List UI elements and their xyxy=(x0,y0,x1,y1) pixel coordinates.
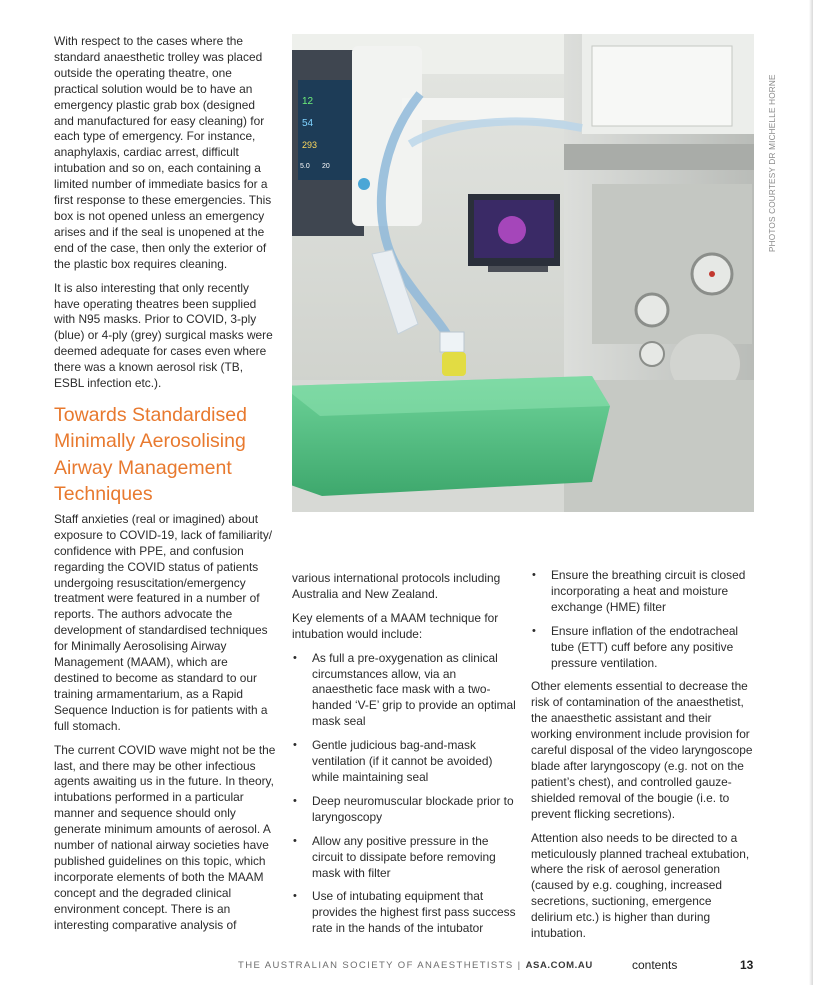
anaesthetic-machine-photo xyxy=(292,34,754,512)
list-item xyxy=(292,834,518,882)
column-right xyxy=(531,568,753,950)
footer-society-name: THE AUSTRALIAN SOCIETY OF ANAESTHETISTS xyxy=(238,960,514,971)
page-number: 13 xyxy=(740,958,754,972)
list-item-text: Deep neuromuscular blockade prior to laryngoscopy xyxy=(312,793,514,824)
monitor-reading-2: 54 xyxy=(302,118,314,129)
bullet-icon: • xyxy=(532,624,536,637)
paragraph-n95-masks: It is also interesting that only recently have operating theatres been supplied with N95 masks. Prior to COVID, 3-ply (blue) or 4-ply (grey) surgical masks were deemed adequate for cases even where there was a known aerosol risk (TB, ESBL infection etc.). xyxy=(54,280,273,391)
list-item-text: As full a pre-oxygenation as clinical circumstances allow, via an anaesthetic face mask with a two-handed ‘V-E’ grip to provide an optimal mask seal xyxy=(312,650,516,729)
maam-list xyxy=(292,651,518,938)
paragraph-protocols: various international protocols including Australia and New Zealand. xyxy=(292,571,501,601)
footer-publication xyxy=(238,960,593,971)
maam-list-continued xyxy=(531,568,753,671)
monitor-reading-4: 20 xyxy=(322,163,330,170)
paragraph-staff-anxieties: Staff anxieties (real or imagined) about exposure to COVID-19, lack of familiarity/ confidence with PPE, and confusion regarding the COVID status of patients undergoing resuscitation/emergency treatment were featured in a number of reports. The authors advocate the development of standardised techniques for Minimally Aerosolising Airway Management (MAAM), which are destined to become as standard to our training armamentarium, as a Rapid Sequence Induction is for patients with a full stomach. xyxy=(54,511,273,733)
list-item-text: Allow any positive pressure in the circuit to dissipate before removing mask with filter xyxy=(312,833,496,880)
bullet-icon: • xyxy=(293,834,297,847)
bullet-icon: • xyxy=(293,651,297,664)
paragraph-other-elements: Other elements essential to decrease the risk of contamination of the anaesthetist, the anaesthetic assistant and their working environment include provision for careful disposal of the video laryngoscope blade after laryngoscopy (e.g. not on the patient’s chest), and controlled gauze-shielded removal of the bougie (i.e. to prevent flicking secretions). xyxy=(531,679,753,821)
list-item xyxy=(292,889,518,937)
list-item-text: Ensure the breathing circuit is closed incorporating a heat and moisture exchange (HME) filter xyxy=(551,568,746,614)
footer-separator: | xyxy=(513,960,526,971)
footer-site-link[interactable]: ASA.COM.AU xyxy=(525,960,593,971)
paragraph-covid-wave: The current COVID wave might not be the last, and there may be other infectious agents awaiting us in the future. In theory, intubations performed in a particular manner and sequence should only generate minimum amounts of aerosol. A number of national airway societies have published guidelines on this topic, which incorporate elements of both the MAAM concept and the degraded clinical environment concept. There is an interesting comparative analysis of xyxy=(54,742,276,932)
list-item xyxy=(292,794,518,826)
list-item xyxy=(531,568,753,616)
column-left xyxy=(54,34,276,942)
list-item-text: Use of intubating equipment that provides the highest first pass success rate in the hands of the intubator xyxy=(312,889,516,936)
paragraph-extubation: Attention also needs to be directed to a meticulously planned tracheal extubation, where the risk of aerosol generation (caused by e.g. coughing, increased secretions, suctioning, emergence delirium etc.) is higher than during intubation. xyxy=(531,830,750,941)
list-item xyxy=(292,651,518,731)
column-middle xyxy=(292,571,518,945)
section-heading: Towards Standardised Minimally Aerosolising Airway Management Techniques xyxy=(54,403,247,506)
paragraph-grab-box: With respect to the cases where the standard anaesthetic trolley was placed outside the operating theatre, one practical solution would be to have an emergency plastic grab box (designed and manufactured for easy cleaning) for each type of emergency. For instance, anaphylaxis, cardiac arrest, difficult intubation and so on, each containing a limited number of immediate basics for a first response to these emergencies. This box is not opened unless an emergency arises and if the seal is unopened at the end of the case, then only the exterior of the plastic box requires cleaning. xyxy=(54,34,272,271)
bullet-icon: • xyxy=(532,569,536,581)
list-item xyxy=(292,738,518,786)
photo-credit xyxy=(768,62,778,252)
bullet-icon: • xyxy=(293,890,297,903)
list-item xyxy=(531,624,753,672)
page-edge-shadow xyxy=(809,0,813,985)
paragraph-key-elements: Key elements of a MAAM technique for intubation would include: xyxy=(292,610,499,641)
list-item-text: Gentle judicious bag-and-mask ventilation (if it cannot be avoided) while maintaining seal xyxy=(312,738,493,784)
monitor-reading-3: 293 xyxy=(302,140,318,150)
photo-credit-text: PHOTOS COURTESY DR MICHELLE HORNE xyxy=(768,74,777,252)
contents-link[interactable]: contents xyxy=(632,958,678,972)
monitor-reading-5: 5.0 xyxy=(300,163,310,170)
page-footer xyxy=(238,958,758,974)
monitor-reading-1: 12 xyxy=(302,96,314,107)
list-item-text: Ensure inflation of the endotracheal tube (ETT) cuff before any positive pressure ventilation. xyxy=(551,623,739,670)
bullet-icon: • xyxy=(293,794,297,807)
bullet-icon: • xyxy=(293,739,297,752)
